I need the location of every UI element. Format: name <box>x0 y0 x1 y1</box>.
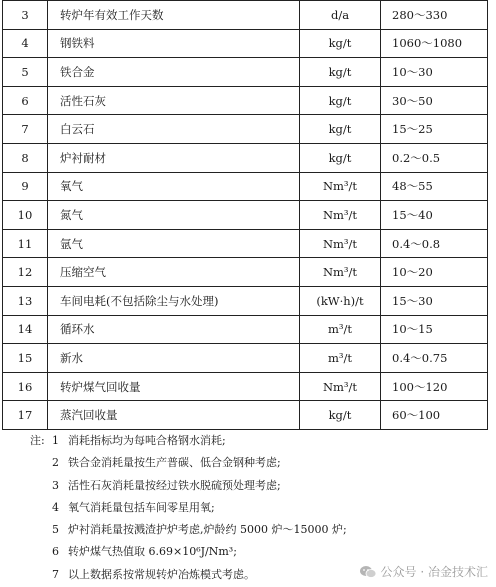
row-item: 钢铁料 <box>48 29 300 58</box>
row-item: 转炉年有效工作天数 <box>48 1 300 30</box>
note-text: 炉衬消耗量按溅渣护炉考虑,炉龄约 5000 炉～15000 炉; <box>68 523 347 537</box>
note-text: 氧气消耗量包括车间零星用氧; <box>68 500 215 514</box>
row-unit: kg/t <box>300 86 381 115</box>
row-value: 60～100 <box>381 401 488 430</box>
row-unit: kg/t <box>300 143 381 172</box>
table-row <box>3 201 488 230</box>
watermark <box>359 563 488 580</box>
note-number: 6 <box>52 545 59 559</box>
note-number: 4 <box>52 500 59 514</box>
row-item: 铁合金 <box>48 58 300 87</box>
row-item: 压缩空气 <box>48 258 300 287</box>
row-number: 14 <box>3 315 48 344</box>
table-row <box>3 58 488 87</box>
row-unit: Nm³/t <box>300 172 381 201</box>
table-row <box>3 86 488 115</box>
row-value: 1060～1080 <box>381 29 488 58</box>
consumption-table <box>2 0 488 430</box>
note-indent <box>30 452 52 474</box>
row-value: 30～50 <box>381 86 488 115</box>
note-item <box>30 430 490 452</box>
note-text: 以上数据系按常规转炉冶炼模式考虑。 <box>68 567 255 581</box>
row-unit: Nm³/t <box>300 258 381 287</box>
table-row <box>3 229 488 258</box>
row-item: 白云石 <box>48 115 300 144</box>
row-value: 100～120 <box>381 372 488 401</box>
note-number: 1 <box>52 434 59 447</box>
note-indent <box>30 564 52 586</box>
row-value: 15～25 <box>381 115 488 144</box>
note-text: 铁合金消耗量按生产普碳、低合金钢种考虑; <box>68 456 281 470</box>
row-item: 转炉煤气回收量 <box>48 372 300 401</box>
row-unit: Nm³/t <box>300 229 381 258</box>
row-unit: m³/t <box>300 315 381 344</box>
row-value: 0.4～0.75 <box>381 344 488 373</box>
row-unit: (kW·h)/t <box>300 286 381 315</box>
row-number: 13 <box>3 286 48 315</box>
note-text: 转炉煤气热值取 6.69×10⁶J/Nm³; <box>68 545 237 559</box>
row-item: 新水 <box>48 344 300 373</box>
row-number: 3 <box>3 1 48 30</box>
note-item <box>30 475 490 497</box>
note-number: 7 <box>52 567 59 581</box>
row-number: 8 <box>3 143 48 172</box>
row-number: 10 <box>3 201 48 230</box>
row-number: 6 <box>3 86 48 115</box>
row-item: 活性石灰 <box>48 86 300 115</box>
row-number: 12 <box>3 258 48 287</box>
row-unit: m³/t <box>300 344 381 373</box>
table-row <box>3 315 488 344</box>
row-number: 17 <box>3 401 48 430</box>
row-number: 7 <box>3 115 48 144</box>
table-row <box>3 258 488 287</box>
note-indent <box>30 497 52 519</box>
row-unit: kg/t <box>300 29 381 58</box>
note-text: 活性石灰消耗量按经过铁水脱硫预处理考虑; <box>68 478 281 492</box>
row-unit: Nm³/t <box>300 201 381 230</box>
row-unit: kg/t <box>300 401 381 430</box>
row-value: 280～330 <box>381 1 488 30</box>
table-row <box>3 372 488 401</box>
row-number: 5 <box>3 58 48 87</box>
row-value: 0.2～0.5 <box>381 143 488 172</box>
note-item <box>30 519 490 541</box>
note-indent <box>30 541 52 563</box>
table-row <box>3 172 488 201</box>
note-indent <box>30 519 52 541</box>
note-text: 消耗指标均为每吨合格钢水消耗; <box>68 434 226 447</box>
row-value: 15～30 <box>381 286 488 315</box>
note-item <box>30 497 490 519</box>
row-item: 蒸汽回收量 <box>48 401 300 430</box>
row-unit: kg/t <box>300 115 381 144</box>
row-item: 车间电耗(不包括除尘与水处理) <box>48 286 300 315</box>
note-item <box>30 541 490 563</box>
row-number: 15 <box>3 344 48 373</box>
row-value: 15～40 <box>381 201 488 230</box>
row-unit: kg/t <box>300 58 381 87</box>
note-number: 3 <box>52 478 59 492</box>
row-unit: Nm³/t <box>300 372 381 401</box>
row-item: 循环水 <box>48 315 300 344</box>
table-row <box>3 143 488 172</box>
table-row <box>3 286 488 315</box>
row-number: 9 <box>3 172 48 201</box>
row-value: 48～55 <box>381 172 488 201</box>
table-row <box>3 344 488 373</box>
note-indent <box>30 475 52 497</box>
row-item: 氩气 <box>48 229 300 258</box>
table-row <box>3 115 488 144</box>
watermark-text: 公众号 · 冶金技术汇 <box>380 565 488 579</box>
row-value: 10～20 <box>381 258 488 287</box>
row-item: 氧气 <box>48 172 300 201</box>
table-row <box>3 1 488 30</box>
row-item: 氮气 <box>48 201 300 230</box>
note-number: 5 <box>52 523 59 537</box>
row-number: 4 <box>3 29 48 58</box>
table-row <box>3 401 488 430</box>
row-value: 10～15 <box>381 315 488 344</box>
row-value: 0.4～0.8 <box>381 229 488 258</box>
note-item <box>30 452 490 474</box>
row-item: 炉衬耐材 <box>48 143 300 172</box>
note-number: 2 <box>52 456 59 470</box>
table-row <box>3 29 488 58</box>
note-prefix: 注: <box>30 434 45 447</box>
row-number: 16 <box>3 372 48 401</box>
row-value: 10～30 <box>381 58 488 87</box>
row-unit: d/a <box>300 1 381 30</box>
wechat-icon <box>359 565 377 579</box>
row-number: 11 <box>3 229 48 258</box>
table-body <box>3 1 488 430</box>
